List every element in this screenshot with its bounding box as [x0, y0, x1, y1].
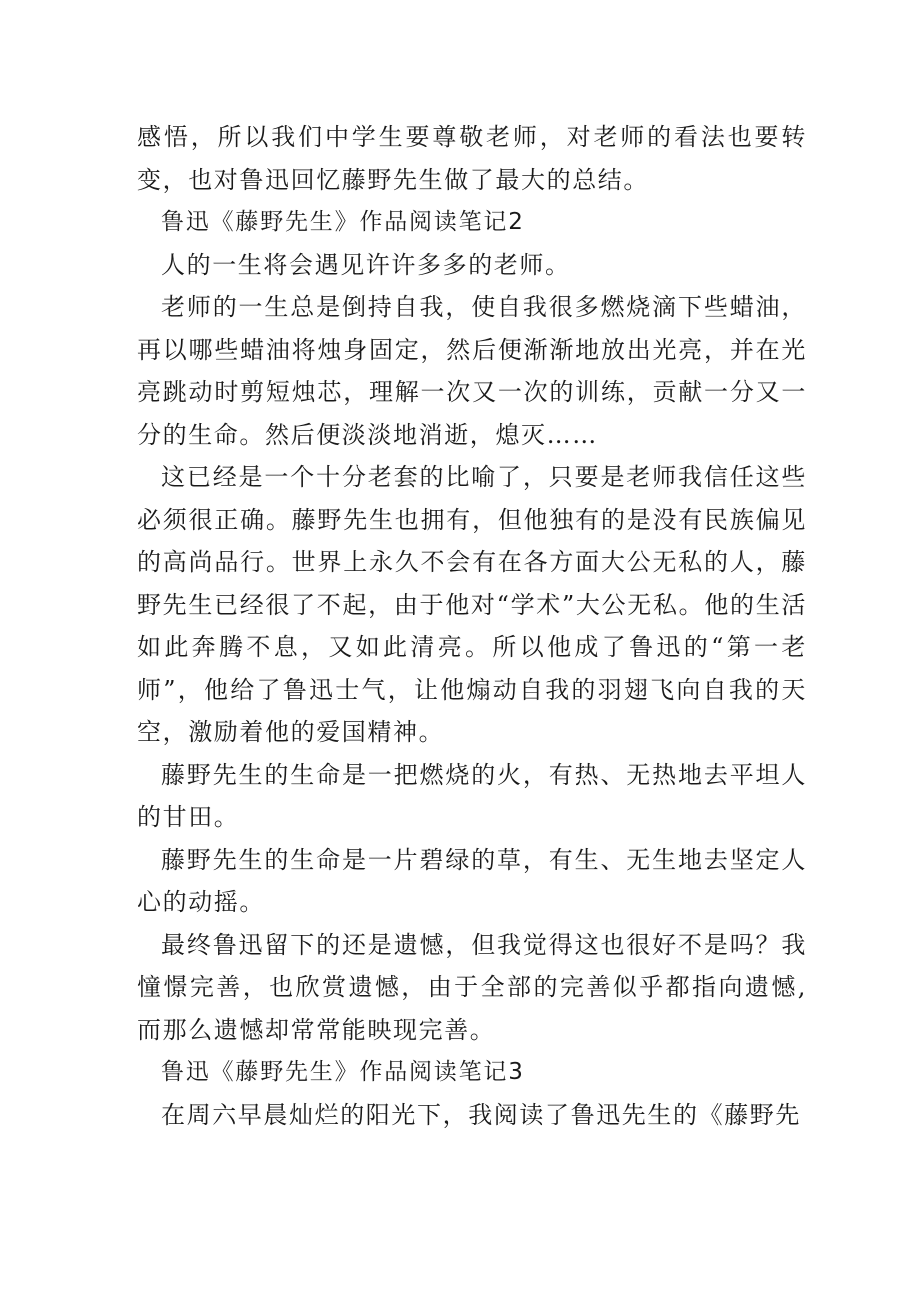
section-heading-3: 鲁迅《藤野先生》作品阅读笔记3 [161, 1059, 525, 1085]
paragraph: 老师的一生总是倒持自我，使自我很多燃烧滴下些蜡油，再以哪些蜡油将烛身固定，然后便渐渐地放出光亮，并在光亮跳动时剪短烛芯，理解一次又一次的训练，贡献一分又一分的生命。然后便淡淡地消逝，熄灭…… [137, 293, 807, 449]
section-heading-2: 鲁迅《藤野先生》作品阅读笔记2 [161, 209, 525, 235]
paragraph: 这已经是一个十分老套的比喻了，只要是老师我信任这些必须很正确。藤野先生也拥有，但他独有的是没有民族偏见的高尚品行。世界上永久不会有在各方面大公无私的人，藤野先生已经很了不起，由于他对“学术”大公无私。他的生活如此奔腾不息，又如此清亮。所以他成了鲁迅的“第一老师”，他给了鲁迅士气，让他煽动自我的羽翅飞向自我的天空，激励着他的爱国精神。 [137, 463, 807, 746]
paragraph: 藤野先生的生命是一把燃烧的火，有热、无热地去平坦人的甘田。 [137, 760, 807, 831]
document-body [137, 116, 807, 1136]
paragraph: 在周六早晨灿烂的阳光下，我阅读了鲁迅先生的《藤野先 [161, 1100, 801, 1129]
paragraph: 藤野先生的生命是一片碧绿的草，有生、无生地去坚定人心的动摇。 [137, 845, 807, 916]
paragraph-continued: 感悟，所以我们中学生要尊敬老师，对老师的看法也要转变，也对鲁迅回忆藤野先生做了最大的总结。 [137, 123, 807, 194]
paragraph: 最终鲁迅留下的还是遗憾，但我觉得这也很好不是吗？我憧憬完善，也欣赏遗憾，由于全部的完善似乎都指向遗憾,而那么遗憾却常常能映现完善。 [137, 930, 807, 1044]
paragraph: 人的一生将会遇见许许多多的老师。 [161, 250, 571, 279]
